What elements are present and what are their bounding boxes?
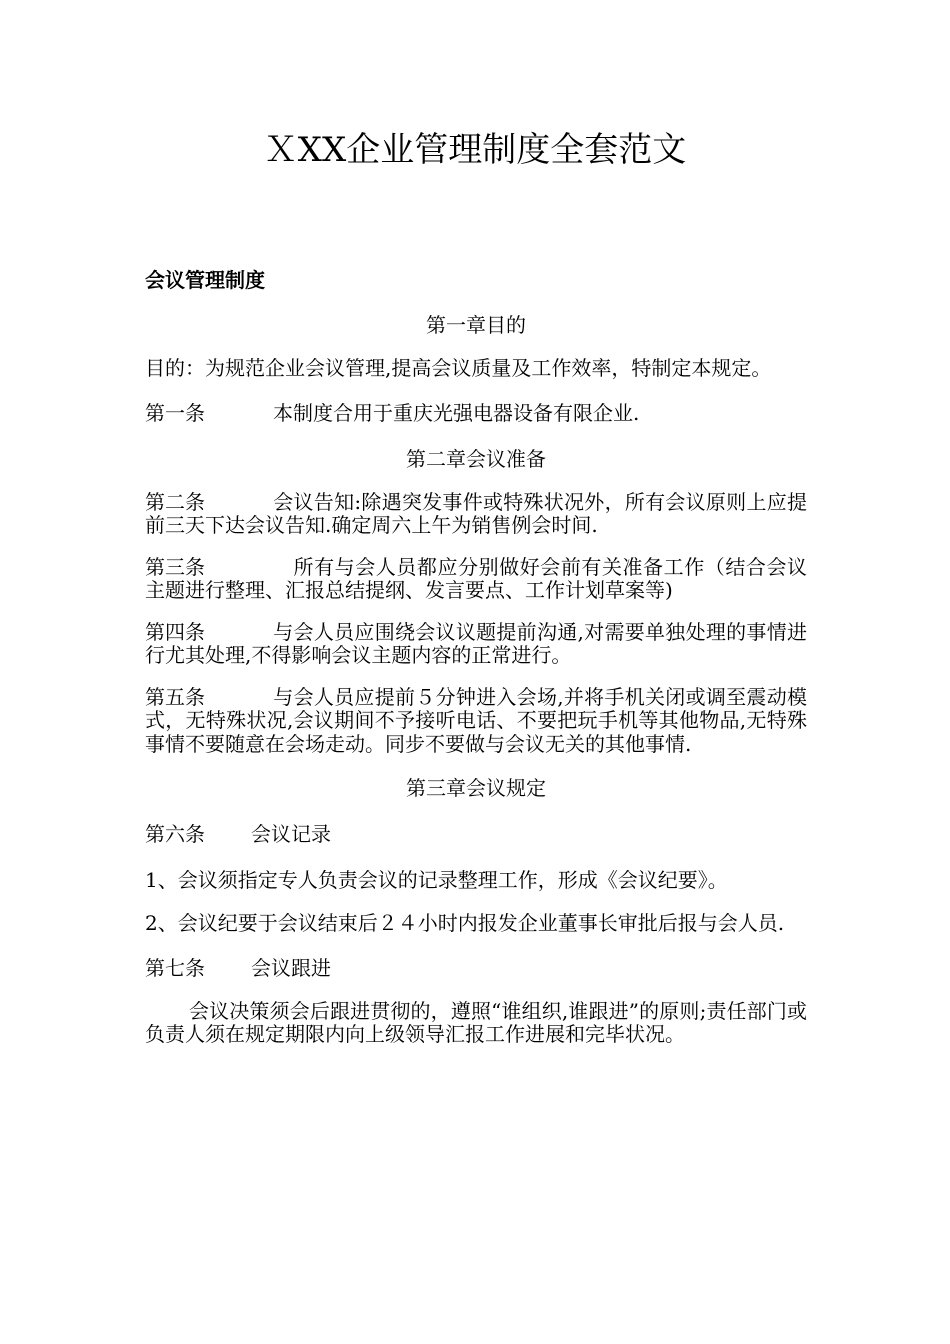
article-label: 第七条 bbox=[145, 955, 205, 980]
chapter-heading-2: 第二章会议准备 bbox=[406, 446, 546, 471]
article-label: 第四条 bbox=[145, 619, 205, 644]
article-7-body: 会议决策须会后跟进贯彻的，遵照“谁组织,谁跟进”的原则;责任部门或负责人须在规定期限内向上级领导汇报工作进展和完毕状况。 bbox=[145, 998, 807, 1046]
article-3 bbox=[145, 556, 807, 603]
purpose-paragraph: 目的：为规范企业会议管理,提高会议质量及工作效率，特制定本规定。 bbox=[145, 356, 772, 380]
article-text: 所有与会人员都应分别做好会前有关准备工作（结合会议主题进行整理、汇报总结提纲、发言要点、工作计划草案等) bbox=[145, 554, 807, 602]
article-label: 第三条 bbox=[145, 554, 205, 579]
article-text: 本制度合用于重庆光强电器设备有限企业. bbox=[273, 400, 640, 425]
article-5 bbox=[145, 686, 807, 757]
article-text: 会议跟进 bbox=[251, 955, 331, 980]
article-label: 第六条 bbox=[145, 822, 205, 846]
article-text: 与会人员应提前５分钟进入会场,并将手机关闭或调至震动模式，无特殊状况,会议期间不予接听电话、不要把玩手机等其他物品,无特殊事情不要随意在会场走动。同步不要做与会议无关的其他事情. bbox=[145, 684, 807, 756]
article-label: 第二条 bbox=[145, 489, 205, 514]
article-7 bbox=[145, 954, 807, 982]
article-text: 会议告知:除遇突发事件或特殊状况外，所有会议原则上应提前三天下达会议告知.确定周六上午为销售例会时间. bbox=[145, 489, 807, 537]
chapter-heading-3: 第三章会议规定 bbox=[406, 776, 546, 800]
article-text: 会议记录 bbox=[251, 822, 331, 846]
list-item-2: 2、会议纪要于会议结束后２４小时内报发企业董事长审批后报与会人员. bbox=[145, 911, 785, 935]
article-label: 第一条 bbox=[145, 400, 205, 425]
article-4 bbox=[145, 621, 807, 668]
document-title: ＸXX企业管理制度全套范文 bbox=[263, 130, 687, 170]
article-6 bbox=[145, 820, 807, 848]
list-item-1: 1、会议须指定专人负责会议的记录整理工作，形成《会议纪要》。 bbox=[145, 868, 728, 892]
chapter-heading-1: 第一章目的 bbox=[426, 313, 526, 337]
article-label: 第五条 bbox=[145, 684, 205, 709]
document-body bbox=[145, 266, 807, 1065]
section-heading: 会议管理制度 bbox=[145, 268, 265, 292]
article-text: 与会人员应围绕会议议题提前沟通,对需要单独处理的事情进行尤其处理,不得影响会议主题内容的正常进行。 bbox=[145, 619, 807, 667]
article-1 bbox=[145, 399, 807, 427]
article-2 bbox=[145, 491, 807, 538]
